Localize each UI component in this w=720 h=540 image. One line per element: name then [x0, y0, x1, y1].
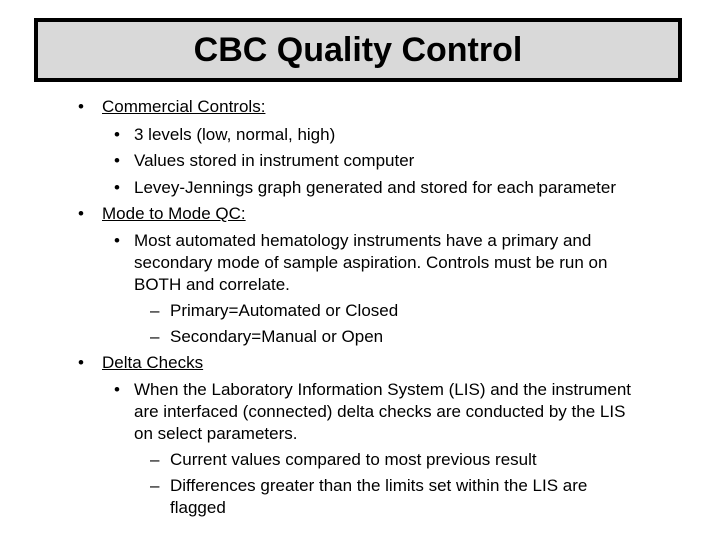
sub-list-item-line: Differences greater than the limits set within the LIS are [170, 476, 588, 495]
bullet-marker: • [114, 125, 120, 144]
bullet-marker: • [114, 231, 120, 250]
sub-list-item: Secondary=Manual or Open [170, 327, 384, 346]
bullet-marker: • [114, 178, 120, 197]
section-heading-delta-checks: Delta Checks [102, 353, 204, 372]
bullet-marker: • [78, 204, 84, 223]
list-item-line: Most automated hematology instruments have a primary and [134, 231, 592, 250]
list-item-line: are interfaced (connected) delta checks are conducted by the LIS [134, 402, 626, 421]
list-item-line: BOTH and correlate. [134, 275, 290, 294]
section-heading-commercial-controls: Commercial Controls: [102, 97, 266, 116]
sub-list-item-line: flagged [170, 498, 226, 517]
list-item-line: When the Laboratory Information System (LIS) and the instrument [134, 380, 632, 399]
bullet-marker: • [78, 97, 84, 116]
dash-marker: – [150, 450, 160, 469]
list-item: Values stored in instrument computer [134, 151, 415, 170]
list-item-line: secondary mode of sample aspiration. Controls must be run on [134, 253, 608, 272]
list-item: 3 levels (low, normal, high) [134, 125, 336, 144]
sub-list-item: Primary=Automated or Closed [170, 301, 399, 320]
dash-marker: – [150, 301, 160, 320]
dash-marker: – [150, 476, 160, 495]
dash-marker: – [150, 327, 160, 346]
list-item: Levey-Jennings graph generated and stored for each parameter [134, 178, 616, 197]
bullet-marker: • [78, 353, 84, 372]
slide-title: CBC Quality Control [193, 31, 523, 69]
section-heading-mode-to-mode-qc: Mode to Mode QC: [102, 204, 246, 223]
list-item-line: on select parameters. [134, 424, 298, 443]
bullet-marker: • [114, 380, 120, 399]
sub-list-item: Current values compared to most previous result [170, 450, 537, 469]
bullet-marker: • [114, 151, 120, 170]
